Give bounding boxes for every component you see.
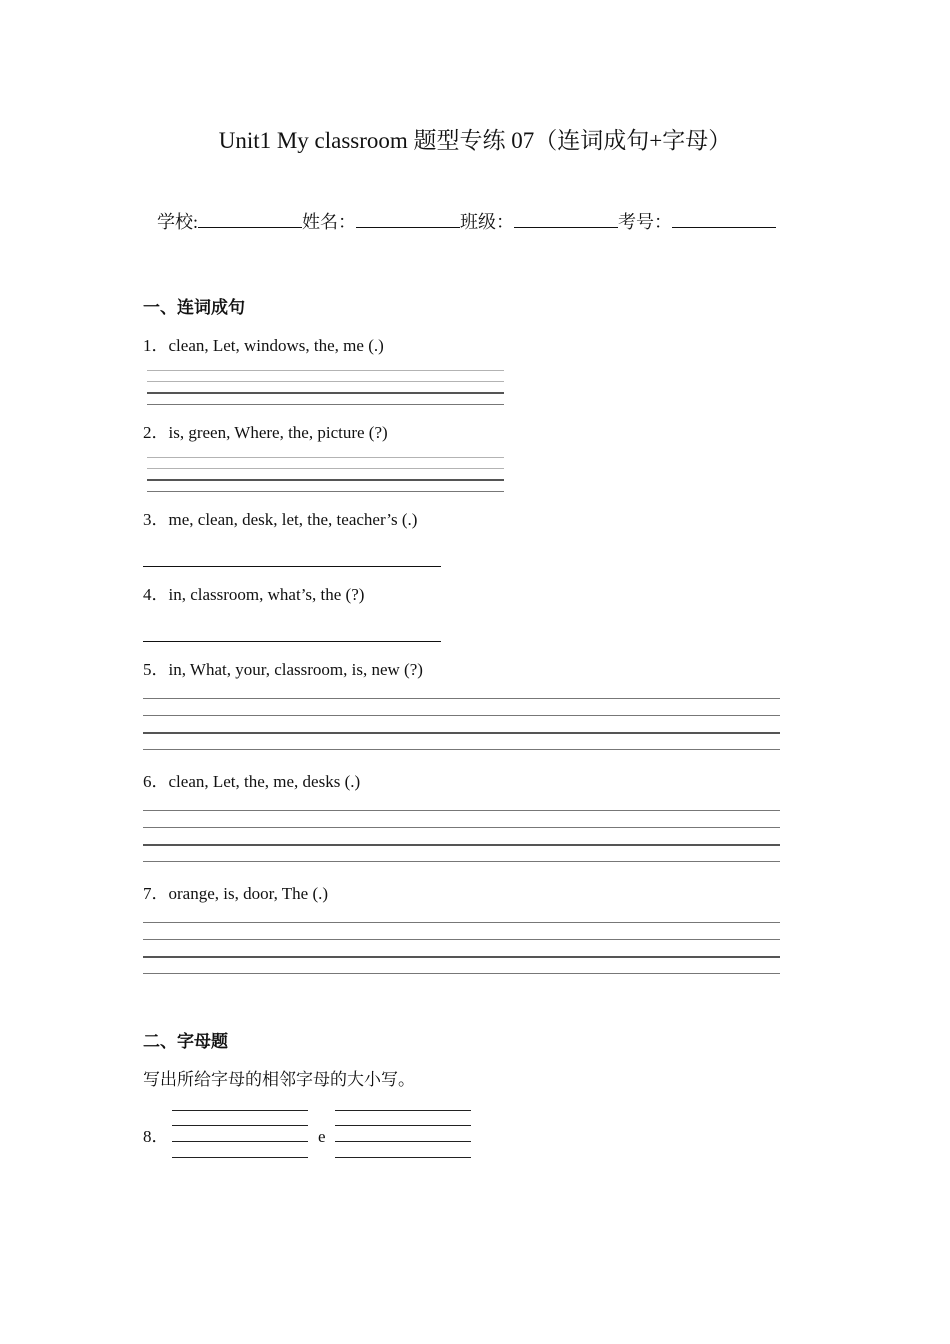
guide-line	[172, 1157, 308, 1158]
question-text: clean, Let, the, me, desks (.)	[168, 772, 361, 791]
guide-line	[147, 468, 504, 469]
question-2	[143, 420, 388, 446]
guide-line	[172, 1110, 308, 1111]
student-info-row	[157, 207, 776, 236]
guide-line	[143, 956, 780, 958]
question-text: orange, is, door, The (.)	[168, 884, 329, 903]
guide-line	[143, 861, 780, 862]
exam-no-blank[interactable]	[672, 207, 776, 228]
question-4	[143, 582, 364, 608]
guide-line	[143, 922, 780, 923]
guide-line	[143, 810, 780, 811]
class-blank[interactable]	[514, 207, 618, 228]
answer-line-3[interactable]	[143, 566, 441, 567]
question-number: 6．	[143, 772, 169, 791]
guide-line	[335, 1157, 471, 1158]
guide-line	[143, 827, 780, 828]
school-label: 学校:	[157, 212, 199, 232]
question-1	[143, 333, 384, 359]
question-number: 3．	[143, 510, 169, 529]
question-number: 7．	[143, 884, 169, 903]
question-3	[143, 507, 417, 533]
guide-line	[172, 1125, 308, 1126]
school-blank[interactable]	[198, 207, 302, 228]
given-letter: e	[318, 1127, 326, 1146]
section-2-instruction: 写出所给字母的相邻字母的大小写。	[143, 1070, 415, 1089]
guide-line	[335, 1110, 471, 1111]
guide-line	[143, 973, 780, 974]
name-label: 姓名：	[302, 212, 357, 232]
question-number: 4．	[143, 585, 169, 604]
question-text: me, clean, desk, let, the, teacher’s (.)	[168, 510, 418, 529]
guide-line	[143, 939, 780, 940]
guide-line	[143, 715, 780, 716]
guide-line	[147, 392, 504, 394]
question-7	[143, 881, 328, 907]
guide-line	[143, 732, 780, 734]
question-text: clean, Let, windows, the, me (.)	[168, 336, 384, 355]
guide-line	[147, 381, 504, 382]
class-label: 班级：	[460, 212, 515, 232]
question-number: 5．	[143, 660, 169, 679]
guide-line	[147, 370, 504, 371]
section-1-heading: 一、连词成句	[143, 298, 245, 318]
guide-line	[335, 1125, 471, 1126]
guide-line	[172, 1141, 308, 1142]
exam-no-label: 考号：	[618, 212, 673, 232]
section-2-heading: 二、字母题	[143, 1032, 228, 1052]
guide-line	[147, 457, 504, 458]
guide-line	[143, 698, 780, 699]
guide-line	[147, 404, 504, 405]
question-6	[143, 769, 360, 795]
guide-line	[147, 491, 504, 492]
guide-line	[335, 1141, 471, 1142]
question-8-number: 8．	[143, 1127, 169, 1146]
page-title: Unit1 My classroom 题型专练 07（连词成句+字母）	[218, 128, 732, 153]
name-blank[interactable]	[356, 207, 460, 228]
guide-line	[143, 749, 780, 750]
question-text: in, classroom, what’s, the (?)	[168, 585, 365, 604]
question-5	[143, 657, 423, 683]
guide-line	[147, 479, 504, 481]
question-number: 1．	[143, 336, 169, 355]
answer-line-4[interactable]	[143, 641, 441, 642]
question-text: is, green, Where, the, picture (?)	[168, 423, 388, 442]
question-text: in, What, your, classroom, is, new (?)	[168, 660, 423, 679]
guide-line	[143, 844, 780, 846]
question-number: 2．	[143, 423, 169, 442]
